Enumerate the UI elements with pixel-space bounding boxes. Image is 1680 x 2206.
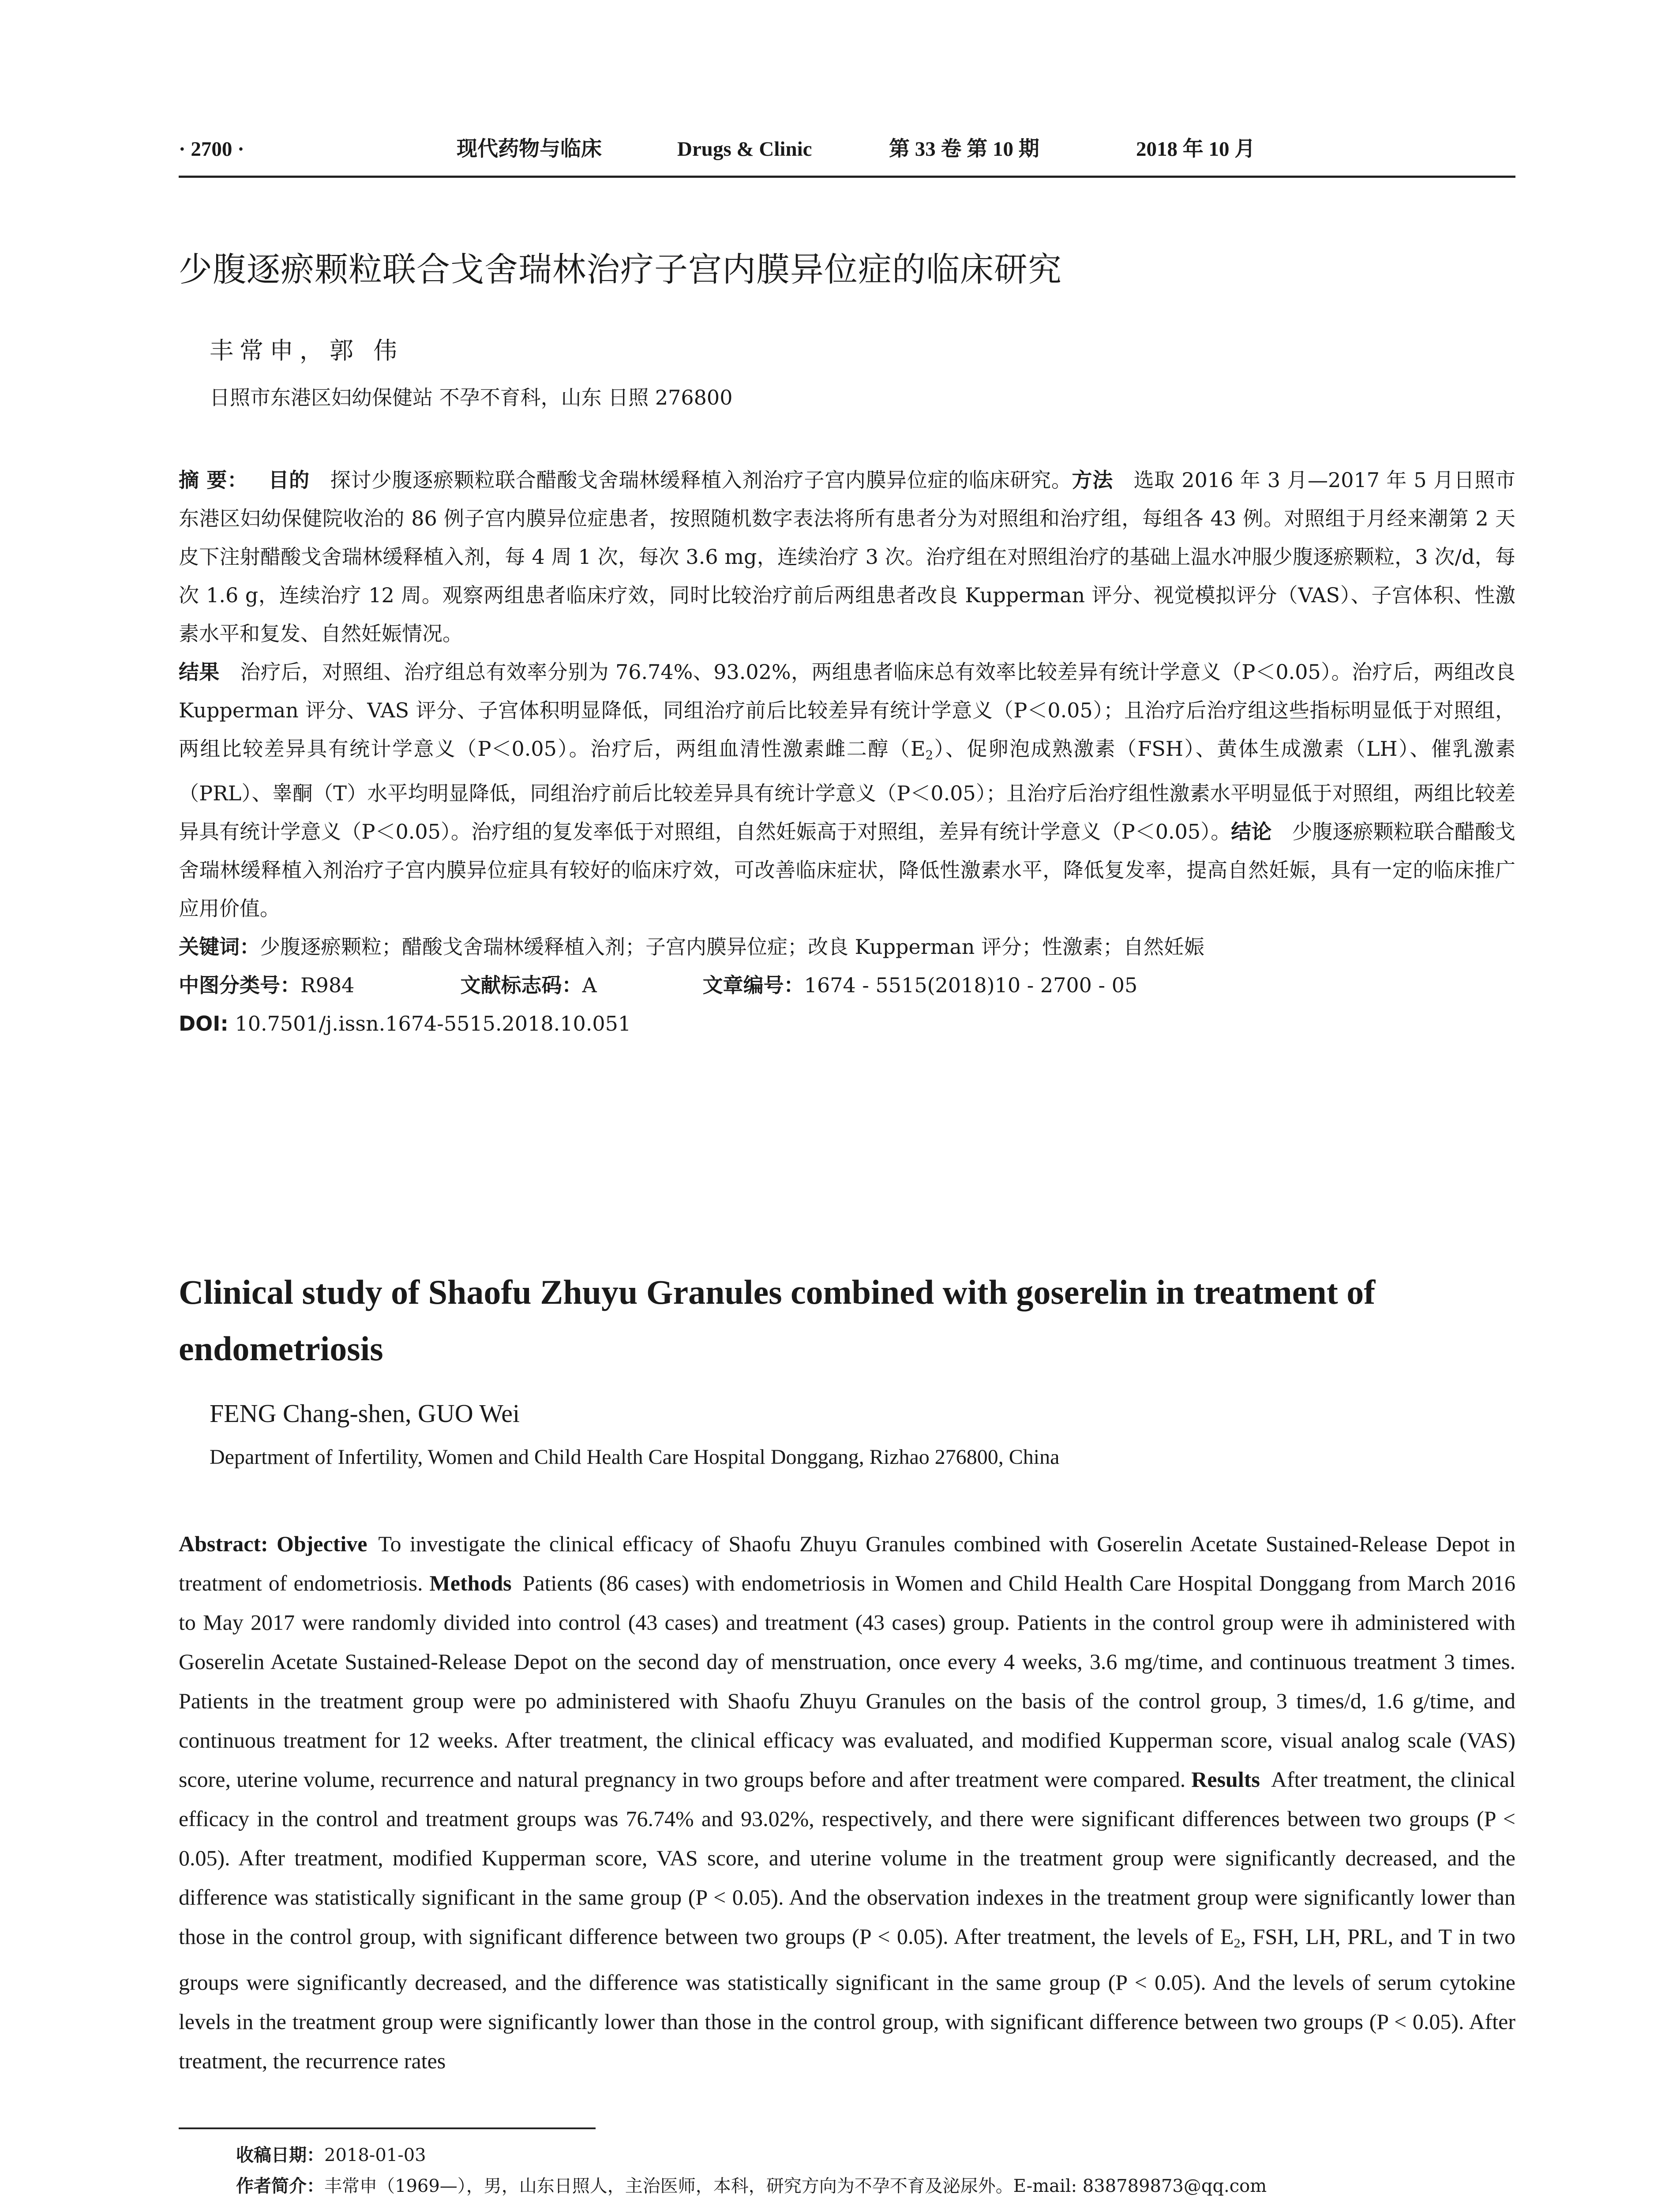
journal-name-en: Drugs & Clinic bbox=[677, 138, 812, 161]
abstract-label-cn: 摘 要： bbox=[179, 468, 248, 492]
article-title-cn: 少腹逐瘀颗粒联合戈舍瑞林治疗子宫内膜异位症的临床研究 bbox=[179, 250, 1062, 289]
page-number: · 2700 · bbox=[179, 138, 244, 161]
methods-en: Patients (86 cases) with endometriosis in Women and Child Health Care Hospital Donggang from March 2016 to May 2017 were randomly divided into control (43 cases) and treatment (43 cases) group. Patients in the control group were ih administered with Goserelin Acetate Sustained-Release Depot on the second day of menstruation, once every 4 weeks, 3.6 mg/time, and continuous treatment 3 times. Patients in the treatment group were po administered with Shaofu Zhuyu Granules on the basis of the control group, 3 times/d, 1.6 g/time, and continuous treatment for 12 weeks. After treatment, the clinical efficacy was evaluated, and modified Kupperman score, visual analog scale (VAS) score, uterine volume, recurrence and natural pregnancy in two groups before and after treatment were compared. bbox=[179, 1571, 1516, 1792]
results-en-2: , FSH, LH, PRL, and T in two groups were significantly decreased, and the difference was statistically significant in the same group (P < 0.05). And the levels of serum cytokine levels in the treatment group were significantly lower than those in the control group, with significant difference between two groups (P < 0.05). After treatment, the recurrence rates bbox=[179, 1924, 1515, 2073]
results-en-subscript: 2 bbox=[1234, 1936, 1241, 1951]
article-no-label: 文章编号： bbox=[702, 973, 804, 997]
clc-label: 中图分类号： bbox=[179, 973, 300, 997]
abstract-label-en: Abstract: bbox=[179, 1531, 268, 1556]
objective-en: To investigate the clinical efficacy of Shaofu Zhuyu Granules combined with Goserelin Acetate Sustained-Release Depot in treatment of endometriosis. bbox=[179, 1531, 1516, 1595]
objective-label-en: Objective bbox=[276, 1531, 368, 1556]
results-label-en: Results bbox=[1191, 1767, 1260, 1792]
doc-code-value: A bbox=[582, 973, 597, 997]
classification-line bbox=[179, 966, 1515, 1005]
footnotes bbox=[236, 2140, 1267, 2202]
clc-value: R984 bbox=[300, 973, 355, 997]
abstract-en bbox=[179, 1524, 1515, 2081]
authors-en: FENG Chang-shen, GUO Wei bbox=[210, 1399, 520, 1428]
methods-label-cn: 方法 bbox=[1072, 468, 1113, 492]
methods-label-en: Methods bbox=[429, 1571, 512, 1595]
abstract-cn bbox=[179, 461, 1515, 1043]
bio-label: 作者简介： bbox=[236, 2176, 324, 2196]
received-label: 收稿日期： bbox=[236, 2145, 324, 2165]
article-title-en: Clinical study of Shaofu Zhuyu Granules combined with goserelin in treatment of endometriosis bbox=[179, 1273, 1376, 1368]
running-header bbox=[179, 132, 1515, 168]
affiliation-cn: 日照市东港区妇幼保健站 不孕不育科，山东 日照 276800 bbox=[210, 386, 733, 409]
methods-cn: 选取 2016 年 3 月—2017 年 5 月日照市东港区妇幼保健院收治的 86 例子宫内膜异位症患者，按照随机数字表法将所有患者分为对照组和治疗组，每组各 43 例。对照组于月经来潮第 2 天皮下注射醋酸戈舍瑞林缓释植入剂，每 4 周 1 次，每次 3.6 mg，连续治疗 3 次。治疗组在对照组治疗的基础上温水冲服少腹逐瘀颗粒，3 次/d，每次 1.6 g，连续治疗 12 周。观察两组患者临床疗效，同时比较治疗前后两组患者改良 Kupperman 评分、视觉模拟评分（VAS）、子宫体积、性激素水平和复发、自然妊娠情况。 bbox=[179, 468, 1516, 645]
abstract-cn-body bbox=[179, 461, 1515, 928]
objective-label-cn: 目的 bbox=[268, 468, 310, 492]
author-bio: 丰常申（1969—），男，山东日照人，主治医师，本科，研究方向为不孕不育及泌尿外。E-mail: 838789873@qq.com bbox=[324, 2176, 1267, 2196]
results-en-1: After treatment, the clinical efficacy in the control and treatment groups was 76.74% and 93.02%, respectively, and there were significant differences between two groups (P < 0.05). After treatment, modified Kupperman score, VAS score, and uterine volume in the treatment group were significantly decreased, and the difference was statistically significant in the same group (P < 0.05). And the observation indexes in the treatment group were significantly lower than those in the control group, with significant difference between two groups (P < 0.05). After treatment, the levels of E bbox=[179, 1767, 1516, 1949]
keywords-label: 关键词： bbox=[179, 935, 260, 959]
doi-label: DOI: bbox=[179, 1012, 229, 1035]
author-bio-line bbox=[236, 2171, 1267, 2202]
doi-value: 10.7501/j.issn.1674-5515.2018.10.051 bbox=[235, 1012, 631, 1035]
article-page bbox=[179, 132, 1516, 2196]
results-cn-subscript: 2 bbox=[925, 748, 934, 762]
conclusion-label-cn: 结论 bbox=[1231, 820, 1272, 844]
conclusion-cn: 少腹逐瘀颗粒联合醋酸戈舍瑞林缓释植入剂治疗子宫内膜异位症具有较好的临床疗效，可改善临床症状，降低性激素水平，降低复发率，提高自然妊娠，具有一定的临床推广应用价值。 bbox=[179, 820, 1516, 920]
volume-issue: 第 33 卷 第 10 期 bbox=[889, 138, 1039, 161]
header-rule bbox=[179, 176, 1515, 178]
doc-code-label: 文献标志码： bbox=[460, 973, 582, 997]
received-date-line bbox=[236, 2140, 1267, 2171]
affiliation-en: Department of Infertility, Women and Child Health Care Hospital Donggang, Rizhao 276800, China bbox=[210, 1445, 1060, 1469]
keywords: 少腹逐瘀颗粒；醋酸戈舍瑞林缓释植入剂；子宫内膜异位症；改良 Kupperman 评分；性激素；自然妊娠 bbox=[260, 935, 1204, 959]
received-date: 2018-01-03 bbox=[324, 2145, 426, 2165]
journal-name-cn: 现代药物与临床 bbox=[457, 138, 602, 161]
authors-cn: 丰常申，郭 伟 bbox=[210, 337, 404, 364]
article-no-value: 1674 - 5515(2018)10 - 2700 - 05 bbox=[804, 973, 1138, 997]
footnote-rule bbox=[179, 2127, 596, 2129]
doi-line bbox=[179, 1005, 1515, 1043]
results-cn-1: 治疗后，对照组、治疗组总有效率分别为 76.74%、93.02%，两组患者临床总有效率比较差异有统计学意义（P＜0.05）。治疗后，两组改良 Kupperman 评分、VAS 评分、子宫体积明显降低，同组治疗前后比较差异有统计学意义（P＜0.05）；且治疗后治疗组这些指标明显低于对照组，两组比较差异具有统计学意义（P＜0.05）。治疗后，两组血清性激素雌二醇（E bbox=[179, 660, 1516, 761]
results-label-cn: 结果 bbox=[179, 660, 220, 684]
results-cn-2: ）、促卵泡成熟激素（FSH）、黄体生成激素（LH）、催乳激素（PRL）、睾酮（T）水平均明显降低，同组治疗前后比较差异具有统计学意义（P＜0.05）；且治疗后治疗组性激素水平明显低于对照组，两组比较差异具有统计学意义（P＜0.05）。治疗组的复发率低于对照组，自然妊娠高于对照组，差异有统计学意义（P＜0.05）。 bbox=[179, 737, 1515, 844]
issue-date: 2018 年 10 月 bbox=[1136, 138, 1256, 161]
keywords-line bbox=[179, 928, 1515, 966]
objective-cn: 探讨少腹逐瘀颗粒联合醋酸戈舍瑞林缓释植入剂治疗子宫内膜异位症的临床研究。 bbox=[330, 468, 1072, 492]
